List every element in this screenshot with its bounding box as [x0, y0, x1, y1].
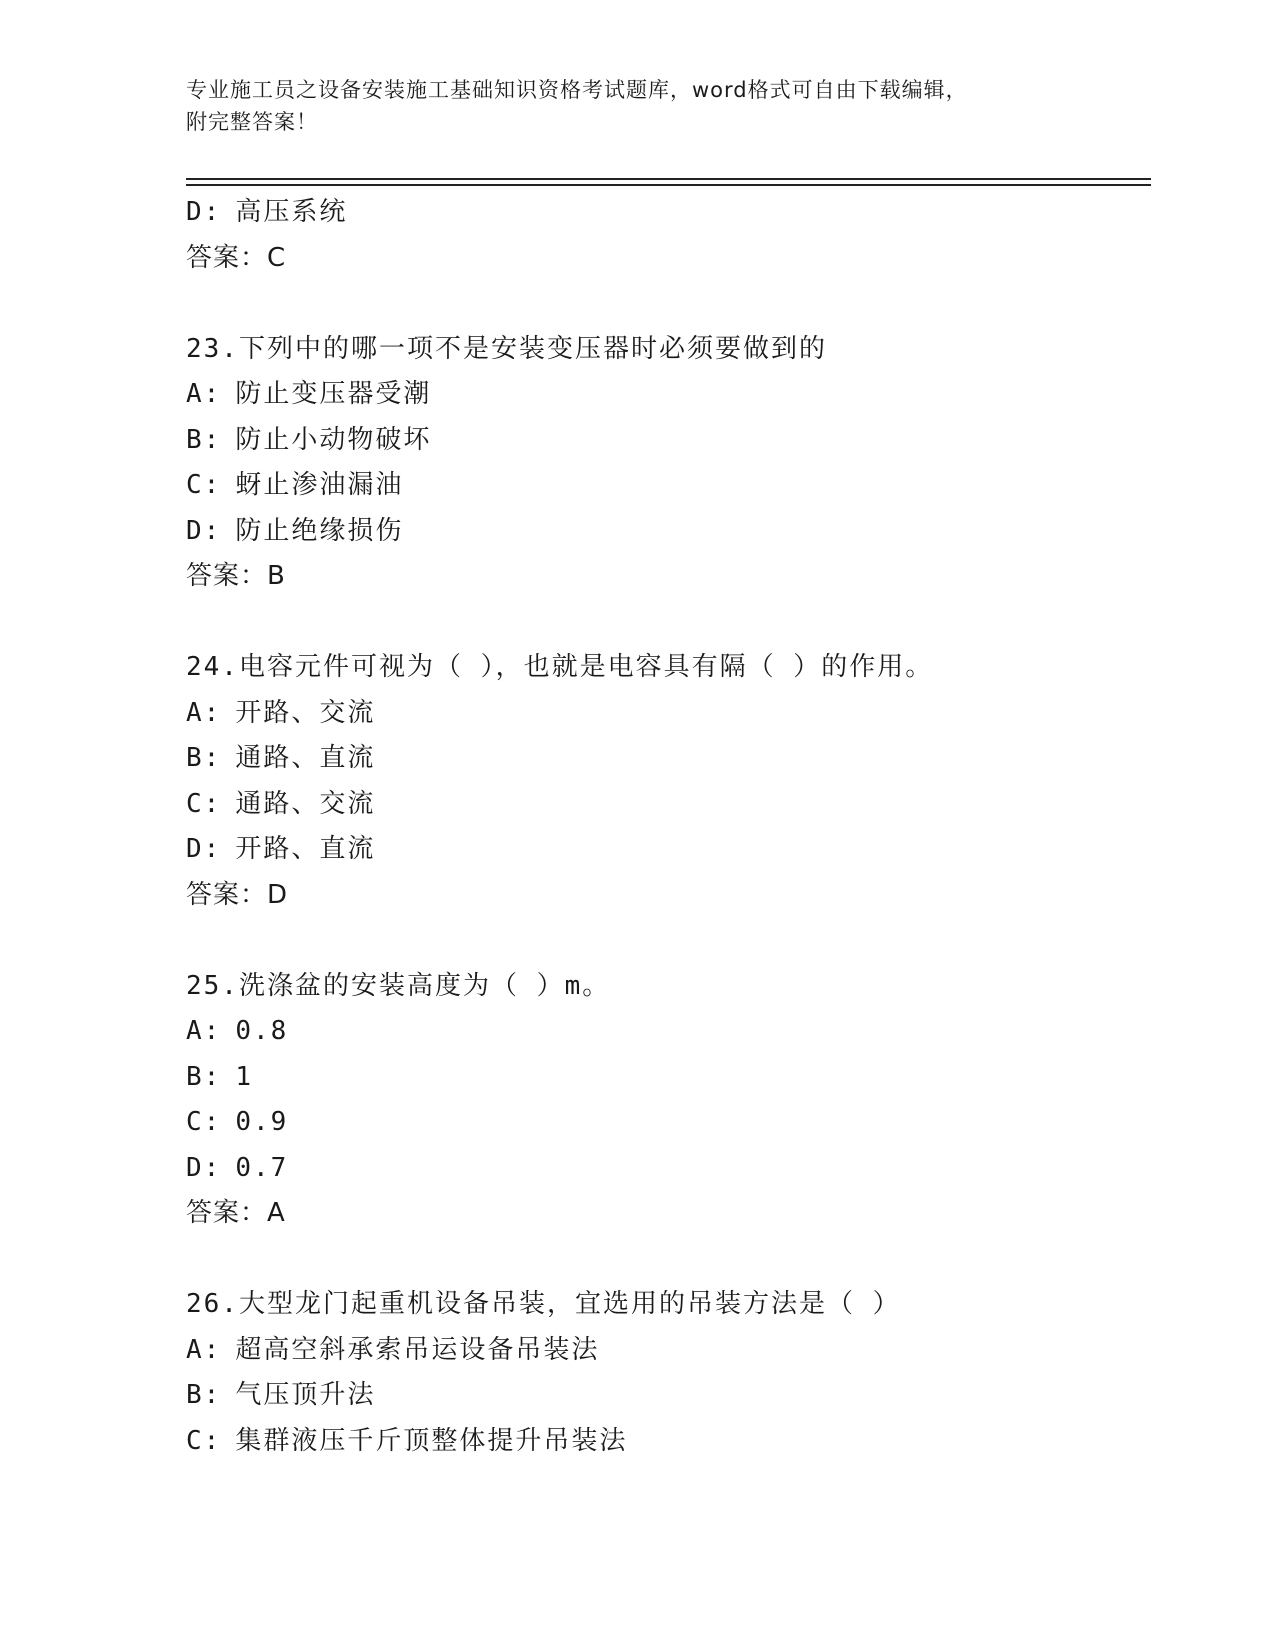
- option-key: D:: [186, 197, 222, 227]
- spacer: [186, 281, 1146, 327]
- option-text: 通路、交流: [235, 788, 376, 819]
- answer-line: 答案：D: [186, 879, 289, 910]
- header-line-1: 专业施工员之设备安装施工基础知识资格考试题库，word格式可自由下载编辑，: [186, 78, 968, 102]
- option-text: 开路、交流: [235, 697, 376, 728]
- option-key: C:: [186, 1107, 222, 1137]
- option-key: D:: [186, 515, 222, 546]
- spacer: [186, 918, 1146, 964]
- option-c: [186, 1419, 1146, 1465]
- option-key: A:: [186, 1334, 222, 1365]
- option-text: 蚜止渗油漏油: [235, 470, 404, 500]
- option-a: [186, 372, 1146, 418]
- option-text: 1: [235, 1061, 253, 1092]
- option-text: 0.7: [235, 1152, 289, 1183]
- question-25: 25.洗涤盆的安装高度为（ ）m。: [186, 970, 611, 1001]
- option-b: [186, 736, 1146, 782]
- option-text: 开路、直流: [235, 834, 376, 864]
- option-b: [186, 1055, 1146, 1101]
- option-text: 0.8: [235, 1016, 289, 1046]
- header-rule-top: [186, 178, 1151, 180]
- option-d: [186, 1146, 1146, 1192]
- option-text: 气压顶升法: [235, 1380, 376, 1410]
- option-text: 通路、直流: [235, 743, 376, 773]
- option-text: 防止小动物破坏: [235, 424, 432, 455]
- option-a: [186, 1328, 1146, 1374]
- option-key: C:: [186, 788, 222, 819]
- question-23: 23.下列中的哪一项不是安装变压器时必须要做到的: [186, 333, 827, 364]
- question-26: 26.大型龙门起重机设备吊装，宜选用的吊装方法是（ ）: [186, 1289, 901, 1319]
- option-c: [186, 1100, 1146, 1146]
- option-c: [186, 463, 1146, 509]
- answer-line: 答案：A: [186, 1198, 286, 1228]
- option-a: [186, 1009, 1146, 1055]
- option-text: 高压系统: [235, 197, 348, 227]
- option-key: A:: [186, 379, 222, 409]
- header-line-2: 附完整答案！: [186, 110, 318, 134]
- option-text: 防止绝缘损伤: [235, 515, 404, 546]
- option-key: B:: [186, 1061, 222, 1092]
- answer-line: 答案：B: [186, 561, 286, 591]
- option-text: 防止变压器受潮: [235, 379, 432, 409]
- spacer: [186, 1237, 1146, 1283]
- option-d: [186, 190, 1146, 236]
- option-text: 集群液压千斤顶整体提升吊装法: [235, 1425, 628, 1456]
- option-b: [186, 418, 1146, 464]
- option-key: C:: [186, 1425, 222, 1456]
- option-c: [186, 782, 1146, 828]
- option-b: [186, 1373, 1146, 1419]
- option-key: A:: [186, 1016, 222, 1046]
- answer-line: 答案：C: [186, 242, 287, 273]
- option-text: 超高空斜承索吊运设备吊装法: [235, 1334, 600, 1365]
- spacer: [186, 600, 1146, 646]
- header-rule-bottom: [186, 184, 1151, 186]
- option-key: B:: [186, 1380, 222, 1410]
- option-a: [186, 691, 1146, 737]
- option-key: B:: [186, 424, 222, 455]
- option-key: D:: [186, 1152, 222, 1183]
- option-text: 0.9: [235, 1107, 289, 1137]
- option-d: [186, 509, 1146, 555]
- question-list: [186, 190, 1146, 1464]
- option-key: D:: [186, 834, 222, 864]
- option-d: [186, 827, 1146, 873]
- document-header: [186, 74, 1086, 138]
- option-key: B:: [186, 743, 222, 773]
- option-key: A:: [186, 697, 222, 728]
- question-24: 24.电容元件可视为（ ），也就是电容具有隔（ ）的作用。: [186, 652, 934, 682]
- option-key: C:: [186, 470, 222, 500]
